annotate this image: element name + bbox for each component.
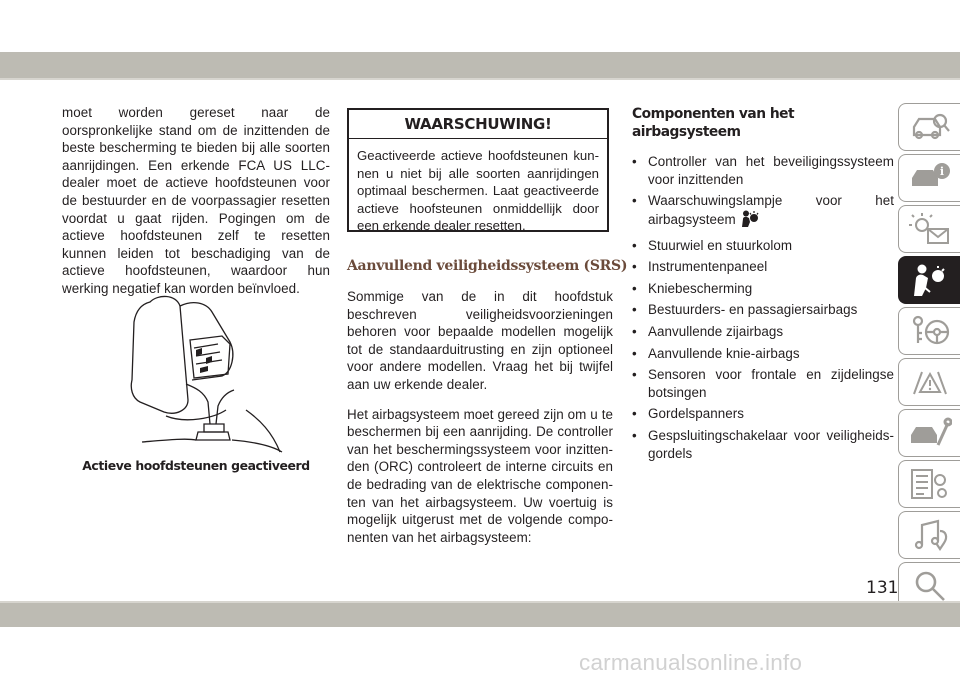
page-number: 131 xyxy=(866,578,899,598)
components-list xyxy=(632,153,894,462)
srs-paragraph-1: Sommige van de in dit hoofdstuk beschreven veiligheidsvoorzieningen behoren voor bepaalde modellen mogelijk tot de standaarduitrusting en zijn optioneel voor andere modellen. Vraag het bij twijfel aan uw erkende dealer. xyxy=(347,289,613,392)
search-magnifier-icon xyxy=(908,568,952,604)
column-middle xyxy=(347,288,613,546)
footer-bar xyxy=(0,603,960,627)
car-road-warning-icon xyxy=(908,364,952,400)
tab-car-wrench[interactable] xyxy=(898,409,960,457)
active-headrest-illustration xyxy=(96,292,310,454)
list-item: • Aanvullende zijairbags xyxy=(632,323,894,341)
list-item xyxy=(632,192,894,232)
warning-title: WAARSCHUWING! xyxy=(349,110,607,139)
list-item: • Gordelspanners xyxy=(632,405,894,423)
music-navigation-icon xyxy=(908,517,952,553)
list-item: • Kniebescherming xyxy=(632,280,894,298)
column-right xyxy=(632,106,894,466)
car-wrench-icon xyxy=(908,415,952,451)
car-info-icon xyxy=(908,160,952,196)
list-item: • Instrumentenpaneel xyxy=(632,258,894,276)
footer-margin xyxy=(0,627,960,678)
checklist-gears-icon xyxy=(908,466,952,502)
tab-car-road-warning[interactable] xyxy=(898,358,960,406)
airbag-warning-icon xyxy=(740,210,760,233)
seat-airbag-icon xyxy=(908,262,952,298)
list-item: • Aanvullende knie-airbags xyxy=(632,345,894,363)
tab-key-steering[interactable] xyxy=(898,307,960,355)
header-bar-edge xyxy=(0,78,960,80)
list-item-text: Waarschuwingslampje voor het airbagsysteem xyxy=(648,193,894,227)
intro-paragraph: moet worden gereset naar de oorspronkelijke stand om de inzittenden de beste bescherming te bieden bij alle soorten aanrijdingen. Een erkende FCA US LLC-dealer moet de actieve hoofdsteunen voor de bestuurder en de voorpassagier resetten voordat u gaat rijden. Pogingen om de actieve hoofdsteunen zelf te resetten kunnen leiden tot beschadiging van de actieve hoofdsteunen, waardoor hun werking negatief kan worden beïnvloed. xyxy=(62,105,330,296)
list-item: • Stuurwiel en stuurkolom xyxy=(632,237,894,255)
tab-car-info[interactable] xyxy=(898,154,960,202)
tab-car-magnifier[interactable] xyxy=(898,103,960,151)
tab-checklist-gears[interactable] xyxy=(898,460,960,508)
chapter-tabs xyxy=(898,103,960,664)
warning-text: Geactiveerde actieve hoofdsteunen kunnen u niet bij alle soorten aanrijdingen optimaal beschermen. Laat geactiveerde actieve hoofsteunen onmiddellijk door een erkende dealer resetten. xyxy=(357,148,599,234)
car-magnifier-icon xyxy=(908,109,952,145)
list-item: • Sensoren voor frontale en zijdelingse botsingen xyxy=(632,366,894,401)
list-item: • Bestuurders- en passagiersairbags xyxy=(632,301,894,319)
headrest-figure xyxy=(96,292,310,454)
header-margin xyxy=(0,0,960,52)
tab-seat-airbag[interactable] xyxy=(898,256,960,304)
warning-box xyxy=(347,108,609,232)
list-item: • Gespsluitingschakelaar voor veiligheidsgordels xyxy=(632,427,894,462)
list-item: • Controller van het beveiligingssysteem voor inzittenden xyxy=(632,153,894,188)
header-bar xyxy=(0,52,960,78)
svg-text:i: i xyxy=(939,165,944,178)
tab-warning-lights[interactable] xyxy=(898,205,960,253)
srs-paragraph-2: Het airbagsysteem moet gereed zijn om u te beschermen bij een aanrijding. De controller van het beschermingssysteem voor inzittenden (ORC) controleert de interne circuits en de bedrading van de elektrische componenten van het airbagsysteem. Uw voertuig is mogelijk uitgerust met de volgende componenten van het airbagsysteem: xyxy=(347,406,613,545)
column-left xyxy=(62,104,330,298)
components-heading: Componenten van het airbagsysteem xyxy=(632,106,795,140)
tab-music-navigation[interactable] xyxy=(898,511,960,559)
figure-caption: Actieve hoofdsteunen geactiveerd xyxy=(82,458,310,473)
srs-heading: Aanvullend veiligheidssysteem (SRS) xyxy=(347,258,628,274)
warning-lights-message-icon xyxy=(908,211,952,247)
key-steering-wheel-icon xyxy=(908,313,952,349)
watermark: carmanualsonline.info xyxy=(579,650,803,675)
